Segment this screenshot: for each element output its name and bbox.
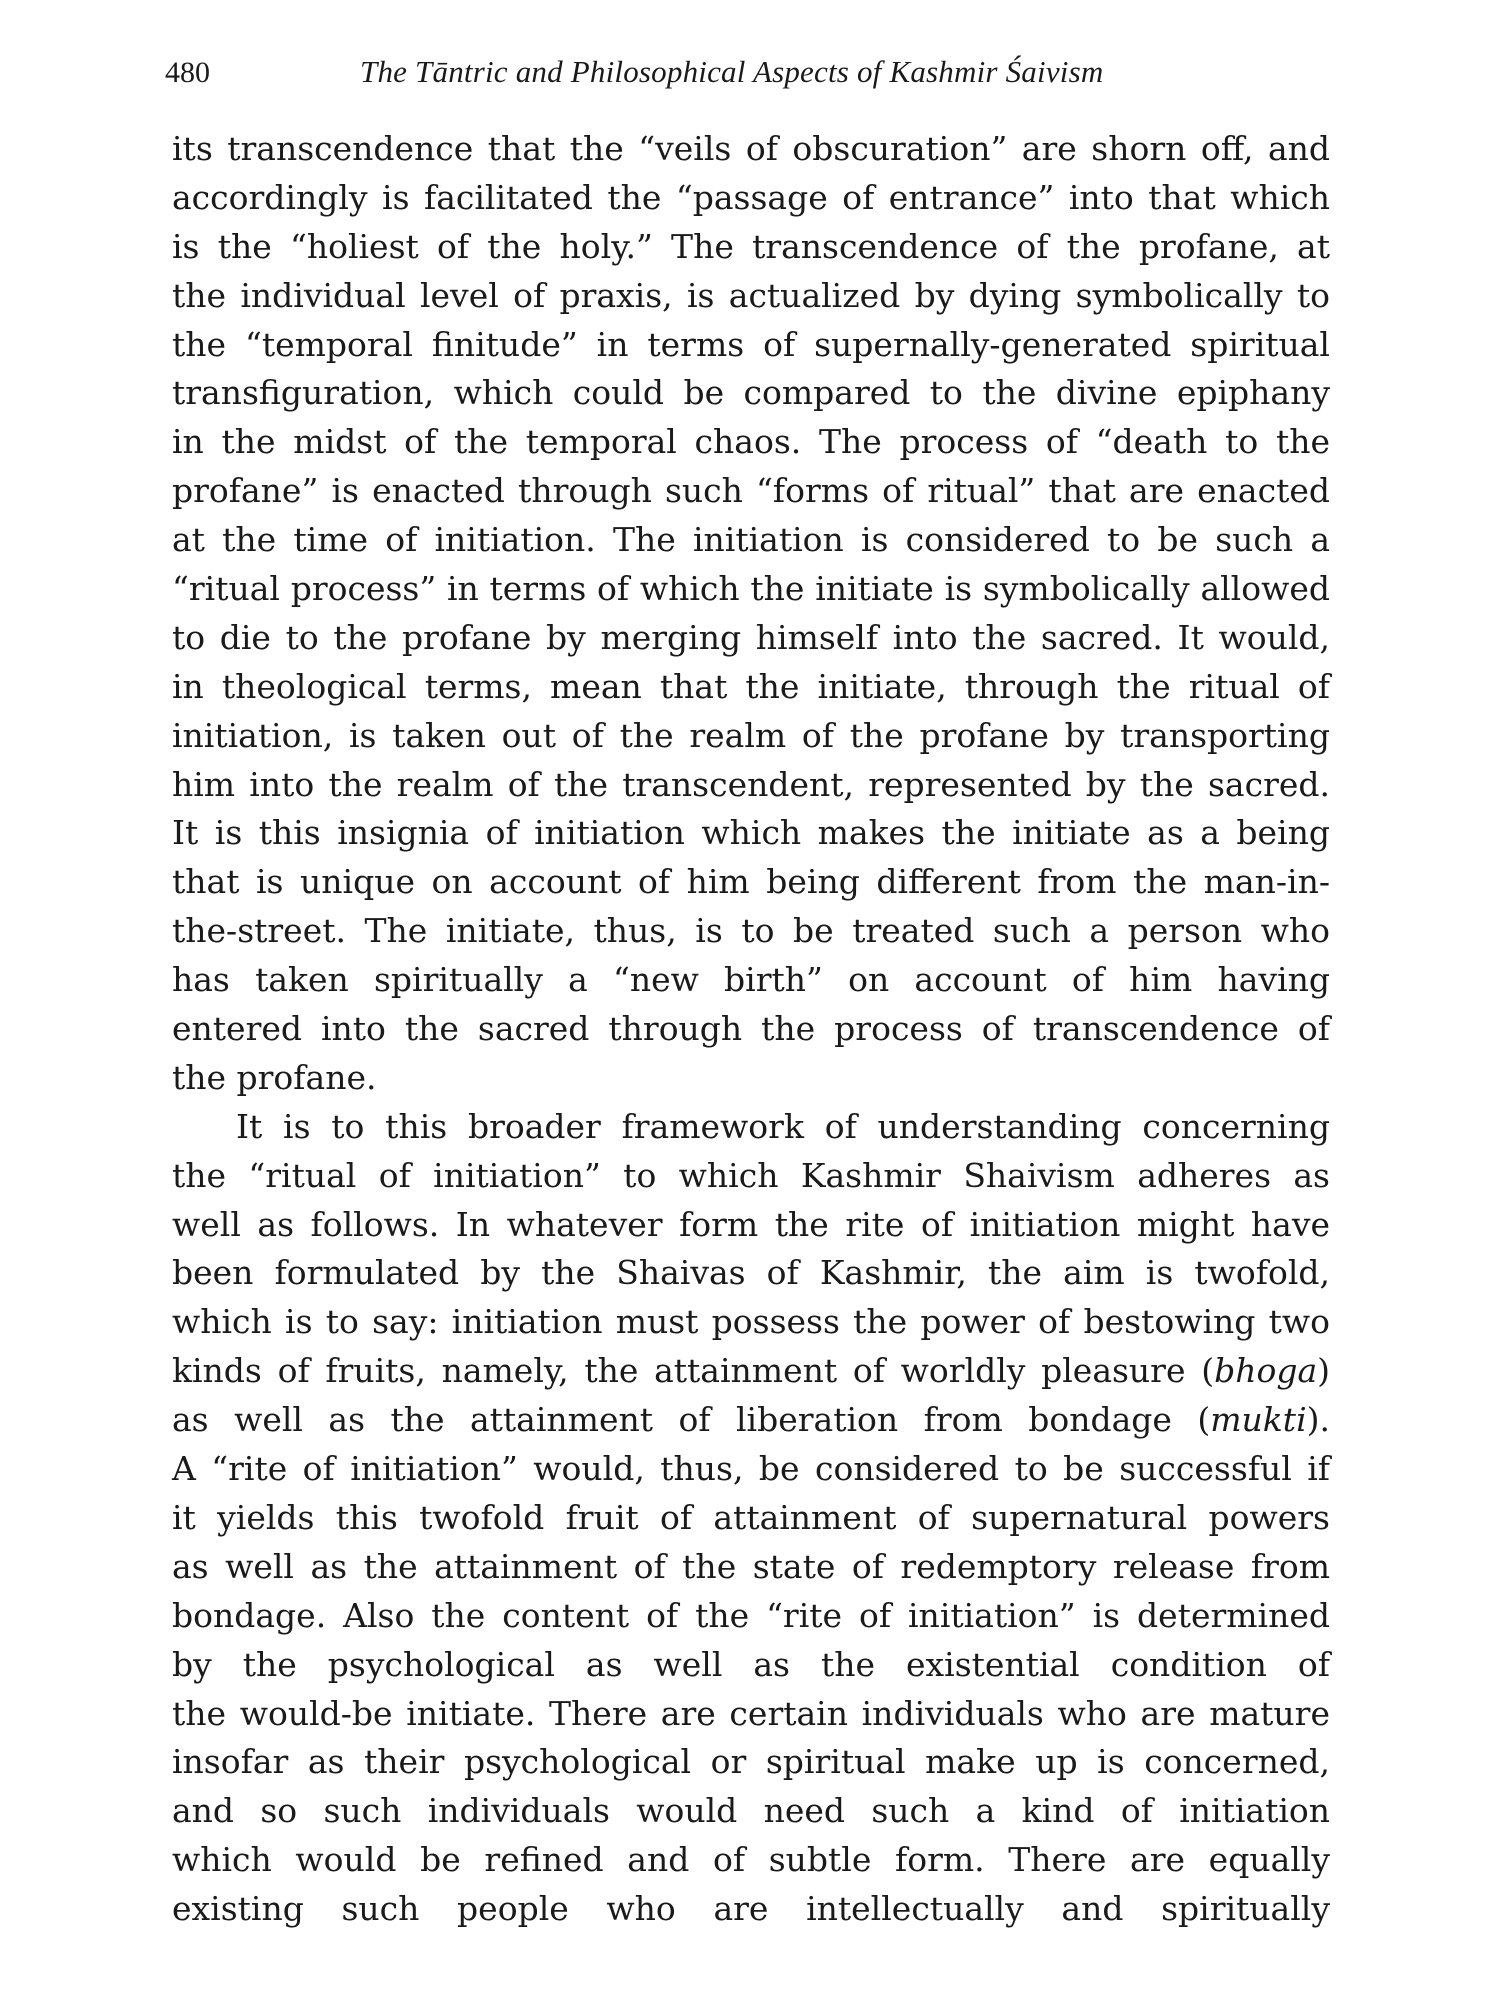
text-line: which would be refined and of subtle form. There are equally xyxy=(172,1840,1330,1880)
text-line: has taken spiritually a “new birth” on account of him having xyxy=(172,960,1330,1000)
text-line: which is to say: initiation must possess the power of bestowing two xyxy=(172,1302,1330,1342)
paragraph-1 xyxy=(172,125,1330,1103)
text-line: transfiguration, which could be compared to the divine epiphany xyxy=(172,373,1330,413)
text-line: the “ritual of initiation” to which Kashmir Shaivism adheres as xyxy=(172,1155,1330,1195)
text-line: It is to this broader framework of understanding concerning xyxy=(236,1106,1330,1146)
text-segment: as well as the attainment of liberation from bondage ( xyxy=(172,1400,1211,1440)
text-line: the-street. The initiate, thus, is to be treated such a person who xyxy=(172,911,1330,951)
text-line: as well as the attainment of the state of redemptory release from xyxy=(172,1546,1330,1586)
running-head xyxy=(165,48,1335,98)
text-line xyxy=(172,1347,1330,1396)
text-line: been formulated by the Shaivas of Kashmir, the aim is twofold, xyxy=(172,1253,1330,1293)
text-segment: kinds of fruits, namely, the attainment of worldly pleasure ( xyxy=(172,1351,1215,1391)
text-line: in theological terms, mean that the initiate, through the ritual of xyxy=(172,666,1330,706)
text-line: A “rite of initiation” would, thus, be considered to be successful if xyxy=(172,1449,1330,1489)
text-segment: ). xyxy=(1306,1400,1330,1440)
text-line: It is this insignia of initiation which makes the initiate as a being xyxy=(172,813,1330,853)
text-line: the individual level of praxis, is actualized by dying symbolically to xyxy=(172,275,1330,315)
sanskrit-term-mukti: mukti xyxy=(1210,1400,1307,1440)
text-line: in the midst of the temporal chaos. The process of “death to the xyxy=(172,422,1330,462)
text-line: by the psychological as well as the existential condition of xyxy=(172,1644,1330,1684)
text-line: existing such people who are intellectually and spiritually xyxy=(172,1889,1330,1929)
text-line: bondage. Also the content of the “rite of initiation” is determined xyxy=(172,1595,1330,1635)
text-segment: ) xyxy=(1317,1351,1330,1391)
text-line: the would-be initiate. There are certain individuals who are mature xyxy=(172,1693,1330,1733)
text-line: accordingly is facilitated the “passage of entrance” into that which xyxy=(172,177,1330,217)
text-line: profane” is enacted through such “forms of ritual” that are enacted xyxy=(172,471,1330,511)
body-text xyxy=(172,125,1330,1934)
text-line: him into the realm of the transcendent, represented by the sacred. xyxy=(172,764,1330,804)
text-line: entered into the sacred through the process of transcendence of xyxy=(172,1009,1330,1049)
text-line: and so such individuals would need such a kind of initiation xyxy=(172,1791,1330,1831)
paragraph-2 xyxy=(172,1103,1330,1934)
text-line: well as follows. In whatever form the rite of initiation might have xyxy=(172,1204,1330,1244)
text-line: initiation, is taken out of the realm of the profane by transporting xyxy=(172,715,1330,755)
text-line: the “temporal finitude” in terms of supernally-generated spiritual xyxy=(172,324,1330,364)
text-line: that is unique on account of him being different from the man-in- xyxy=(172,862,1330,902)
book-title: The Tāntric and Philosophical Aspects of Kashmir Śaivism xyxy=(360,54,1104,89)
text-line: insofar as their psychological or spiritual make up is concerned, xyxy=(172,1742,1330,1782)
text-line: to die to the profane by merging himself into the sacred. It would, xyxy=(172,617,1330,657)
text-line: “ritual process” in terms of which the initiate is symbolically allowed xyxy=(172,569,1330,609)
text-line: its transcendence that the “veils of obscuration” are shorn off, and xyxy=(172,129,1330,168)
text-line xyxy=(172,1396,1330,1445)
page-number: 480 xyxy=(165,56,210,89)
text-line: it yields this twofold fruit of attainment of supernatural powers xyxy=(172,1497,1330,1537)
text-line: the profane. xyxy=(172,1057,377,1097)
text-line: at the time of initiation. The initiation is considered to be such a xyxy=(172,520,1330,560)
text-line: is the “holiest of the holy.” The transcendence of the profane, at xyxy=(172,226,1330,266)
sanskrit-term-bhoga: bhoga xyxy=(1214,1351,1318,1391)
